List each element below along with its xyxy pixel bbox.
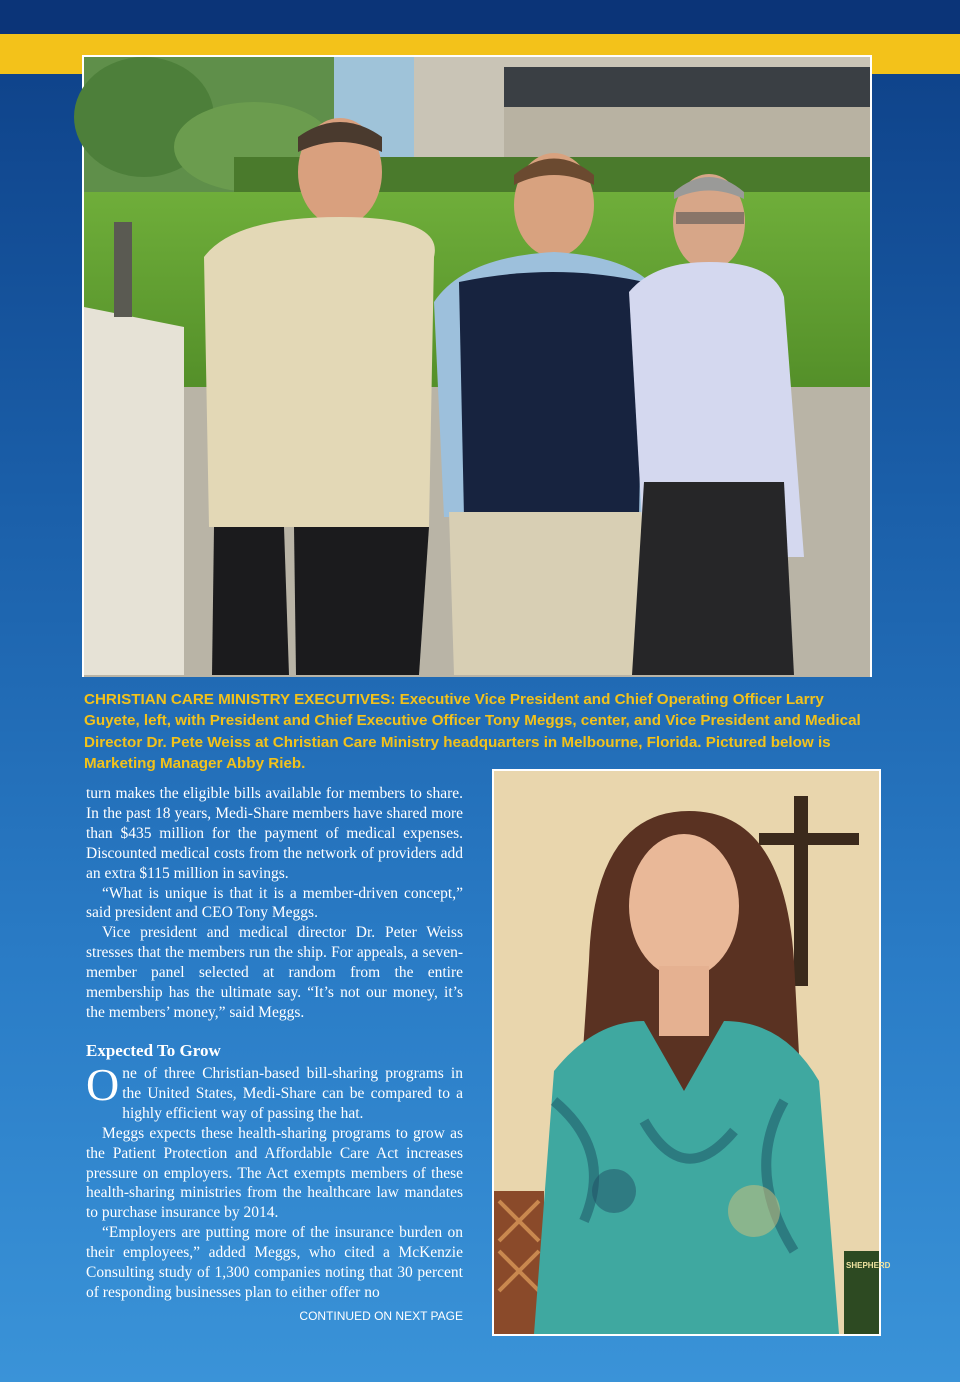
- drop-cap: O: [86, 1059, 120, 1110]
- section-subheading: Expected To Grow: [86, 1041, 221, 1060]
- book-on-shelf: [844, 1251, 891, 1334]
- book-label: SHEPHERD: [846, 1261, 891, 1270]
- drop-cap-paragraph-text: ne of three Christian-based bill-sharing programs in the United States, Medi-Share can be compared to a highly efficient way of passing the hat.: [122, 1065, 463, 1122]
- article-paragraph: Meggs expects these health-sharing programs to grow as the Patient Protection and Affordable Care Act increases pressure on employers. The Act exempts members of these health-sharing ministries from the healthcare law mandates to purchase insurance by 2014.: [86, 1124, 463, 1222]
- top-color-bar: [0, 0, 960, 34]
- article-paragraph: Vice president and medical director Dr. Peter Weiss stresses that the members run the ship. For appeals, a seven-member panel selected at random from the entire membership has the ultimate say. “It’s not our money, it’s the members’ money,” said Meggs.: [86, 924, 463, 1021]
- photo-caption: CHRISTIAN CARE MINISTRY EXECUTIVES: Executive Vice President and Chief Operating Officer Larry Guyete, left, with President and Chief Executive Officer Tony Meggs, center, and Vice President and Medical Director Dr. Pete Weiss at Christian Care Ministry headquarters in Melbourne, Florida. Pictured below is Marketing Manager Abby Rieb.: [84, 691, 861, 772]
- article-column-bottom: [86, 1059, 463, 1303]
- article-paragraph: [86, 1059, 463, 1124]
- article-paragraph: “Employers are putting more of the insurance burden on their employees,” added Meggs, who cited a McKenzie Consulting study of 1,300 companies noting that 30 percent of responding businesses plan to either offer no: [86, 1224, 463, 1301]
- article-paragraph: “What is unique is that it is a member-driven concept,” said president and CEO Tony Meggs.: [86, 884, 463, 922]
- executives-photo: [82, 55, 872, 677]
- marketing-manager-photo: [492, 769, 891, 1336]
- continued-next-page: CONTINUED ON NEXT PAGE: [299, 1309, 463, 1323]
- article-column-top: [86, 784, 463, 1023]
- article-paragraph: turn makes the eligible bills available for members to share. In the past 18 years, Medi-Share members have shared more than $435 million for the payment of medical expenses. Discounted medical costs from the network of providers add an extra $115 million in savings.: [86, 785, 463, 882]
